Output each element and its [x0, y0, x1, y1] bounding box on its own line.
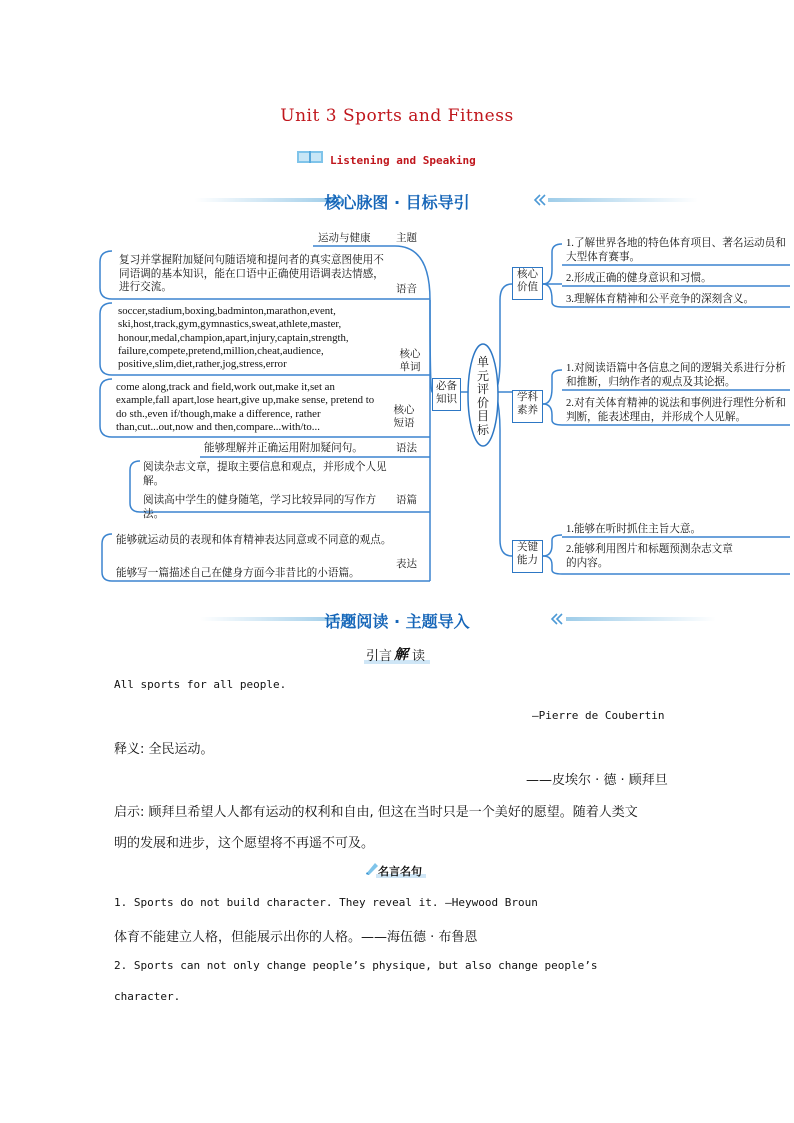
discourse-text-1: 阅读杂志文章，提取主要信息和观点，并形成个人见解。	[143, 462, 387, 487]
node-subject-literacy: 学科素养	[512, 390, 543, 423]
insight-line-1: 启示: 顾拜旦希望人人都有运动的权利和自由, 但这在当时只是一个美好的愿望。随着人类文	[114, 805, 638, 820]
node-key-abilities: 关键能力	[512, 540, 543, 573]
label-topic: 主题	[396, 232, 417, 244]
literacy-item-2: 2.对有关体育精神的说法和事例进行理性分析和判断，能表述理由，并形成个人见解。	[566, 398, 786, 423]
core-values-item-2: 2.形成正确的健身意识和习惯。	[566, 273, 712, 284]
quote-2-en-line-1: 2. Sports can not only change people’s physique, but also change people’s	[114, 959, 598, 972]
literacy-item-1: 1.对阅读语篇中各信息之间的逻辑关系进行分析和推断，归纳作者的观点及其论据。	[566, 363, 786, 388]
label-expression: 表达	[396, 558, 417, 570]
section-subtitle: Listening and Speaking	[330, 154, 476, 167]
banner-title: 核心脉图 · 目标导引	[324, 193, 470, 212]
banner-title-2: 话题阅读 · 主题导入	[324, 612, 470, 631]
quote-meaning: 释义: 全民运动。	[114, 742, 214, 757]
quote-1-cn: 体育不能建立人格，但能展示出你的人格。——海伍德 · 布鲁恩	[114, 930, 478, 945]
grammar-text: 能够理解并正确运用附加疑问句。	[204, 443, 363, 454]
node-core-values: 核心价值	[512, 267, 543, 300]
center-node: 单元评价目标	[476, 355, 489, 437]
quotes-heading: 名言名句	[378, 865, 422, 878]
expression-text-1: 能够就运动员的表现和体育精神表达同意或不同意的观点。	[116, 535, 392, 546]
label-grammar: 语法	[396, 442, 417, 454]
ability-item-2: 2.能够利用图片和标题预测杂志文章的内容。	[566, 544, 733, 569]
label-core-words: 核心单词	[399, 348, 421, 373]
core-values-item-3: 3.理解体育精神和公平竞争的深刻含义。	[566, 294, 755, 305]
pronunciation-text: 复习并掌握附加疑问句随语境和提问者的真实意图使用不同语调的基本知识，能在口语中正确使用语调表达情感，进行交流。	[119, 255, 384, 293]
intro-heading	[360, 644, 436, 664]
quote-author-en: —Pierre de Coubertin	[532, 709, 665, 722]
ability-item-1: 1.能够在听时抓住主旨大意。	[566, 524, 702, 535]
core-phrases-text: come along,track and field,work out,make it,set an example,fall apart,lose heart,give up,make sense, pretend to do sth.,even if/though,make a difference, rather than,cut...out,now and then,compare...with/to...	[116, 381, 375, 433]
label-pronunciation: 语音	[396, 283, 417, 295]
intro-heading-a: 引言	[366, 649, 393, 664]
section-banner-2	[0, 606, 794, 632]
core-values-item-1: 1.了解世界各地的特色体育项目、著名运动员和大型体育赛事。	[566, 238, 786, 263]
quote-author-cn: ——皮埃尔 · 德 · 顾拜旦	[526, 773, 668, 788]
page-title: Unit 3 Sports and Fitness	[280, 106, 514, 126]
expression-text-2: 能够写一篇描述自己在健身方面今非昔比的小语篇。	[116, 568, 360, 579]
intro-heading-b: 解	[394, 647, 408, 663]
label-core-phrases: 核心短语	[393, 404, 415, 429]
insight-line-2: 明的发展和进步，这个愿望将不再遥不可及。	[114, 836, 375, 851]
quote-2-en-line-2: character.	[114, 990, 181, 1003]
quote-1-en: 1. Sports do not build character. They reveal it. —Heywood Broun	[114, 896, 538, 909]
quote-en: All sports for all people.	[114, 678, 287, 691]
intro-heading-c: 读	[412, 649, 426, 664]
topic-text: 运动与健康	[318, 232, 371, 244]
discourse-text-2: 阅读高中学生的健身随笔，学习比较异同的写作方法。	[143, 495, 377, 520]
node-required-knowledge: 必备知识	[432, 378, 461, 411]
core-words-text: soccer,stadium,boxing,badminton,marathon,event, ski,host,track,gym,gymnastics,sweat,athlete,master, honour,medal,champion,apart,injury,captain,strength, failure,compete,pretend,million,cheat,audience, positive,slim,diet,rather,jog,stress,error	[118, 305, 349, 371]
label-discourse: 语篇	[396, 494, 417, 506]
